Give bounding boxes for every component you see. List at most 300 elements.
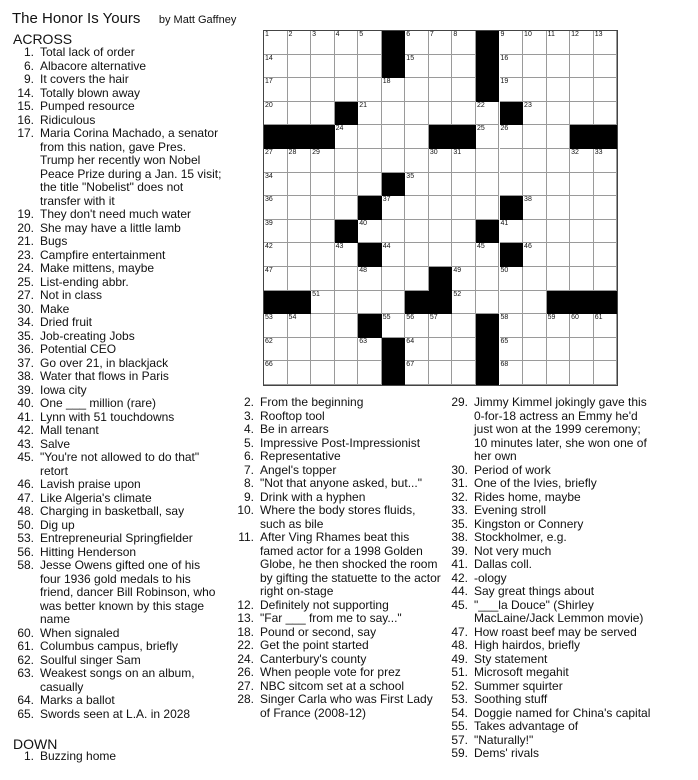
grid-cell-r5-c7[interactable] bbox=[429, 149, 453, 173]
grid-cell-r0-c7[interactable] bbox=[429, 31, 453, 55]
down-clue-text: How roast beef may be served bbox=[474, 624, 637, 639]
grid-cell-r14-c10[interactable] bbox=[500, 361, 524, 385]
down-clue[interactable] bbox=[447, 585, 692, 599]
grid-cell-r11-c2[interactable] bbox=[311, 291, 335, 315]
down-clue[interactable] bbox=[447, 572, 692, 586]
grid-cell-r8-c7[interactable] bbox=[429, 220, 453, 244]
down-clue-number: 53. bbox=[451, 692, 468, 706]
grid-cell-r3-c8[interactable] bbox=[452, 102, 476, 126]
across-clue[interactable] bbox=[13, 222, 258, 236]
grid-cell-r5-c5[interactable] bbox=[382, 149, 406, 173]
down-clue[interactable] bbox=[447, 707, 692, 721]
grid-cell-r1-c14[interactable] bbox=[594, 55, 618, 79]
down-clue[interactable] bbox=[447, 693, 692, 707]
grid-cell-r3-c1[interactable] bbox=[288, 102, 312, 126]
down-clue[interactable] bbox=[447, 491, 692, 505]
grid-cell-r13-c1[interactable] bbox=[288, 338, 312, 362]
down-clue[interactable] bbox=[233, 653, 451, 667]
across-clue[interactable] bbox=[13, 249, 258, 263]
grid-cell-r10-c13[interactable] bbox=[570, 267, 594, 291]
across-clue[interactable] bbox=[13, 330, 258, 344]
grid-cell-r0-c2[interactable] bbox=[311, 31, 335, 55]
grid-cell-r9-c8[interactable] bbox=[452, 243, 476, 267]
across-clue[interactable] bbox=[13, 451, 258, 478]
across-clue[interactable] bbox=[13, 546, 258, 560]
down-clue[interactable] bbox=[447, 599, 692, 626]
grid-cell-r9-c5[interactable] bbox=[382, 243, 406, 267]
grid-cell-r13-c3[interactable] bbox=[335, 338, 359, 362]
grid-cell-r5-c11[interactable] bbox=[523, 149, 547, 173]
grid-cell-r2-c4[interactable] bbox=[358, 78, 382, 102]
grid-cell-r14-c11[interactable] bbox=[523, 361, 547, 385]
grid-cell-r4-c3[interactable] bbox=[335, 125, 359, 149]
grid-cell-r3-c9[interactable] bbox=[476, 102, 500, 126]
grid-cell-r4-c9[interactable] bbox=[476, 125, 500, 149]
across-clue[interactable] bbox=[13, 624, 258, 641]
grid-cell-r6-c9[interactable] bbox=[476, 173, 500, 197]
across-clue-text: Make bbox=[40, 301, 70, 316]
across-clue[interactable] bbox=[13, 408, 258, 425]
grid-cell-r10-c3[interactable] bbox=[335, 267, 359, 291]
down-clue[interactable] bbox=[233, 423, 451, 437]
grid-cell-r10-c2[interactable] bbox=[311, 267, 335, 291]
grid-cell-r1-c13[interactable] bbox=[570, 55, 594, 79]
grid-cell-r11-c11[interactable] bbox=[523, 291, 547, 315]
grid-clue-number: 50 bbox=[500, 267, 509, 274]
across-clue[interactable] bbox=[13, 303, 258, 317]
grid-cell-r11-c9[interactable] bbox=[476, 291, 500, 315]
grid-cell-r2-c10[interactable] bbox=[500, 78, 524, 102]
across-clue[interactable] bbox=[13, 424, 258, 438]
grid-cell-r0-c3[interactable] bbox=[335, 31, 359, 55]
down-clue[interactable] bbox=[233, 626, 451, 640]
across-clue[interactable] bbox=[13, 343, 258, 357]
across-clue[interactable] bbox=[13, 559, 258, 627]
across-clue-text: It covers the hair bbox=[40, 72, 129, 86]
grid-cell-r6-c8[interactable] bbox=[452, 173, 476, 197]
grid-cell-r3-c7[interactable] bbox=[429, 102, 453, 126]
grid-cell-r0-c8[interactable] bbox=[452, 31, 476, 55]
grid-cell-r9-c12[interactable] bbox=[547, 243, 571, 267]
grid-cell-r8-c12[interactable] bbox=[547, 220, 571, 244]
grid-cell-r11-c5[interactable] bbox=[382, 291, 406, 315]
grid-cell-r11-c8[interactable] bbox=[452, 291, 476, 315]
grid-cell-r0-c6[interactable] bbox=[405, 31, 429, 55]
grid-block-r7-c4 bbox=[358, 196, 382, 220]
grid-cell-r2-c13[interactable] bbox=[570, 78, 594, 102]
grid-cell-r14-c4[interactable] bbox=[358, 361, 382, 385]
down-clue-number: 27. bbox=[237, 678, 254, 693]
across-clue[interactable] bbox=[13, 208, 258, 222]
grid-cell-r12-c6[interactable] bbox=[405, 314, 429, 338]
grid-cell-r5-c8[interactable] bbox=[452, 149, 476, 173]
across-clue-number: 61. bbox=[17, 639, 34, 653]
across-clue[interactable] bbox=[13, 532, 258, 546]
down-clue[interactable] bbox=[447, 666, 692, 680]
grid-cell-r8-c8[interactable] bbox=[452, 220, 476, 244]
grid-cell-r10-c14[interactable] bbox=[594, 267, 618, 291]
across-clue-text: Lavish praise upon bbox=[40, 477, 141, 491]
grid-cell-r14-c14[interactable] bbox=[594, 361, 618, 385]
grid-cell-r6-c4[interactable] bbox=[358, 173, 382, 197]
grid-cell-r0-c13[interactable] bbox=[570, 31, 594, 55]
grid-cell-r6-c14[interactable] bbox=[594, 173, 618, 197]
grid-cell-r5-c4[interactable] bbox=[358, 149, 382, 173]
down-clue[interactable] bbox=[447, 680, 692, 694]
grid-cell-r7-c0[interactable] bbox=[264, 196, 288, 220]
down-clue[interactable] bbox=[447, 396, 692, 464]
grid-cell-r2-c12[interactable] bbox=[547, 78, 571, 102]
grid-cell-r1-c0[interactable] bbox=[264, 55, 288, 79]
across-clue[interactable] bbox=[13, 435, 258, 452]
down-clue[interactable] bbox=[447, 734, 692, 748]
down-clue-number: 54. bbox=[451, 705, 468, 720]
grid-cell-r8-c5[interactable] bbox=[382, 220, 406, 244]
grid-cell-r13-c0[interactable] bbox=[264, 338, 288, 362]
grid-cell-r1-c7[interactable] bbox=[429, 55, 453, 79]
grid-cell-r10-c8[interactable] bbox=[452, 267, 476, 291]
grid-cell-r6-c12[interactable] bbox=[547, 173, 571, 197]
grid-cell-r8-c14[interactable] bbox=[594, 220, 618, 244]
grid-cell-r7-c1[interactable] bbox=[288, 196, 312, 220]
grid-cell-r0-c1[interactable] bbox=[288, 31, 312, 55]
grid-cell-r3-c4[interactable] bbox=[358, 102, 382, 126]
grid-cell-r5-c1[interactable] bbox=[288, 149, 312, 173]
grid-cell-r2-c1[interactable] bbox=[288, 78, 312, 102]
down-clue[interactable] bbox=[233, 680, 451, 694]
grid-cell-r7-c7[interactable] bbox=[429, 196, 453, 220]
grid-cell-r4-c5[interactable] bbox=[382, 125, 406, 149]
grid-cell-r6-c11[interactable] bbox=[523, 173, 547, 197]
down-clue[interactable] bbox=[233, 477, 451, 491]
grid-cell-r12-c10[interactable] bbox=[500, 314, 524, 338]
grid-cell-r14-c7[interactable] bbox=[429, 361, 453, 385]
down-clue-number: 38. bbox=[451, 530, 468, 544]
grid-cell-r1-c1[interactable] bbox=[288, 55, 312, 79]
down-clue[interactable] bbox=[233, 639, 451, 653]
grid-cell-r13-c4[interactable] bbox=[358, 338, 382, 362]
grid-cell-r3-c13[interactable] bbox=[570, 102, 594, 126]
grid-cell-r8-c1[interactable] bbox=[288, 220, 312, 244]
grid-cell-r4-c6[interactable] bbox=[405, 125, 429, 149]
grid-cell-r8-c6[interactable] bbox=[405, 220, 429, 244]
grid-cell-r4-c4[interactable] bbox=[358, 125, 382, 149]
grid-cell-r0-c10[interactable] bbox=[500, 31, 524, 55]
across-clue[interactable] bbox=[13, 397, 258, 411]
grid-cell-r6-c0[interactable] bbox=[264, 173, 288, 197]
grid-cell-r7-c9[interactable] bbox=[476, 196, 500, 220]
grid-cell-r0-c4[interactable] bbox=[358, 31, 382, 55]
grid-cell-r8-c2[interactable] bbox=[311, 220, 335, 244]
grid-cell-r7-c5[interactable] bbox=[382, 196, 406, 220]
grid-cell-r11-c4[interactable] bbox=[358, 291, 382, 315]
grid-cell-r2-c6[interactable] bbox=[405, 78, 429, 102]
grid-cell-r13-c7[interactable] bbox=[429, 338, 453, 362]
grid-cell-r12-c7[interactable] bbox=[429, 314, 453, 338]
grid-cell-r7-c2[interactable] bbox=[311, 196, 335, 220]
grid-cell-r14-c3[interactable] bbox=[335, 361, 359, 385]
across-clue-number: 48. bbox=[17, 504, 34, 518]
down-clue[interactable] bbox=[447, 558, 692, 572]
down-clue[interactable] bbox=[233, 410, 451, 424]
across-clue[interactable] bbox=[13, 478, 258, 492]
down-clue[interactable] bbox=[233, 666, 451, 680]
across-clue[interactable] bbox=[13, 370, 258, 384]
grid-cell-r6-c13[interactable] bbox=[570, 173, 594, 197]
down-clue-text: Rooftop tool bbox=[260, 408, 325, 423]
grid-cell-r12-c13[interactable] bbox=[570, 314, 594, 338]
grid-cell-r6-c1[interactable] bbox=[288, 173, 312, 197]
grid-cell-r2-c11[interactable] bbox=[523, 78, 547, 102]
grid-cell-r10-c10[interactable] bbox=[500, 267, 524, 291]
grid-cell-r9-c7[interactable] bbox=[429, 243, 453, 267]
grid-cell-r7-c12[interactable] bbox=[547, 196, 571, 220]
grid-cell-r10-c11[interactable] bbox=[523, 267, 547, 291]
grid-cell-r7-c13[interactable] bbox=[570, 196, 594, 220]
grid-cell-r5-c13[interactable] bbox=[570, 149, 594, 173]
grid-cell-r9-c0[interactable] bbox=[264, 243, 288, 267]
down-clue[interactable] bbox=[233, 450, 451, 464]
down-clue[interactable] bbox=[233, 491, 451, 505]
grid-block-r4-c13 bbox=[570, 125, 594, 149]
grid-cell-r5-c6[interactable] bbox=[405, 149, 429, 173]
grid-cell-r4-c12[interactable] bbox=[547, 125, 571, 149]
grid-cell-r14-c6[interactable] bbox=[405, 361, 429, 385]
grid-clue-number: 3 bbox=[312, 31, 316, 38]
puzzle-title: The Honor Is Yours bbox=[12, 10, 141, 27]
grid-cell-r9-c2[interactable] bbox=[311, 243, 335, 267]
down-clue[interactable] bbox=[233, 437, 451, 451]
across-clue-number: 27. bbox=[17, 288, 34, 302]
across-clue-number: 1. bbox=[23, 45, 34, 59]
grid-cell-r8-c13[interactable] bbox=[570, 220, 594, 244]
grid-cell-r5-c9[interactable] bbox=[476, 149, 500, 173]
across-clue[interactable] bbox=[13, 519, 258, 533]
grid-cell-r10-c5[interactable] bbox=[382, 267, 406, 291]
down-clue[interactable] bbox=[447, 477, 692, 491]
across-clue-text: Total lack of order bbox=[40, 45, 135, 59]
grid-cell-r6-c6[interactable] bbox=[405, 173, 429, 197]
grid-cell-r4-c11[interactable] bbox=[523, 125, 547, 149]
down-clue[interactable] bbox=[447, 747, 692, 761]
grid-cell-r1-c11[interactable] bbox=[523, 55, 547, 79]
down-clue-text: "Far ___ from me to say..." bbox=[260, 611, 402, 625]
down-clue[interactable] bbox=[447, 626, 692, 640]
across-clue[interactable] bbox=[13, 667, 258, 694]
grid-cell-r1-c10[interactable] bbox=[500, 55, 524, 79]
down-clue[interactable] bbox=[233, 396, 451, 410]
grid-cell-r10-c0[interactable] bbox=[264, 267, 288, 291]
grid-cell-r12-c12[interactable] bbox=[547, 314, 571, 338]
grid-cell-r1-c6[interactable] bbox=[405, 55, 429, 79]
across-clue[interactable] bbox=[13, 384, 258, 398]
grid-cell-r12-c5[interactable] bbox=[382, 314, 406, 338]
grid-cell-r12-c2[interactable] bbox=[311, 314, 335, 338]
grid-cell-r12-c3[interactable] bbox=[335, 314, 359, 338]
grid-cell-r8-c11[interactable] bbox=[523, 220, 547, 244]
grid-clue-number: 63 bbox=[359, 337, 367, 345]
grid-cell-r4-c10[interactable] bbox=[500, 125, 524, 149]
grid-cell-r0-c0[interactable] bbox=[264, 31, 288, 55]
grid-cell-r8-c0[interactable] bbox=[264, 220, 288, 244]
grid-clue-number: 49 bbox=[453, 267, 462, 274]
down-clue-number: 9. bbox=[243, 489, 254, 504]
across-clue-number: 62. bbox=[17, 652, 34, 667]
grid-cell-r14-c2[interactable] bbox=[311, 361, 335, 385]
grid-cell-r14-c12[interactable] bbox=[547, 361, 571, 385]
grid-cell-r12-c14[interactable] bbox=[594, 314, 618, 338]
grid-cell-r13-c2[interactable] bbox=[311, 338, 335, 362]
across-clue-text: Job-creating Jobs bbox=[40, 328, 135, 343]
grid-cell-r1-c12[interactable] bbox=[547, 55, 571, 79]
grid-cell-r9-c13[interactable] bbox=[570, 243, 594, 267]
grid-cell-r7-c3[interactable] bbox=[335, 196, 359, 220]
down-clue[interactable] bbox=[233, 464, 451, 478]
across-clue[interactable] bbox=[13, 73, 258, 87]
across-clue[interactable] bbox=[13, 694, 258, 708]
grid-cell-r3-c14[interactable] bbox=[594, 102, 618, 126]
grid-cell-r12-c8[interactable] bbox=[452, 314, 476, 338]
grid-cell-r7-c6[interactable] bbox=[405, 196, 429, 220]
across-clue[interactable] bbox=[13, 276, 258, 290]
grid-cell-r10-c4[interactable] bbox=[358, 267, 382, 291]
across-clue[interactable] bbox=[13, 316, 258, 330]
grid-cell-r6-c7[interactable] bbox=[429, 173, 453, 197]
down-clue[interactable] bbox=[233, 612, 451, 626]
grid-cell-r2-c0[interactable] bbox=[264, 78, 288, 102]
grid-cell-r3-c6[interactable] bbox=[405, 102, 429, 126]
down-clue-text: Drink with a hyphen bbox=[260, 489, 366, 504]
grid-cell-r9-c11[interactable] bbox=[523, 243, 547, 267]
grid-cell-r0-c12[interactable] bbox=[547, 31, 571, 55]
grid-cell-r13-c6[interactable] bbox=[405, 338, 429, 362]
grid-cell-r1-c8[interactable] bbox=[452, 55, 476, 79]
grid-cell-r5-c12[interactable] bbox=[547, 149, 571, 173]
across-clue[interactable] bbox=[13, 651, 258, 668]
down-clue-number: 7. bbox=[243, 462, 254, 477]
grid-cell-r2-c14[interactable] bbox=[594, 78, 618, 102]
across-clue[interactable] bbox=[13, 640, 258, 654]
grid-cell-r5-c14[interactable] bbox=[594, 149, 618, 173]
grid-cell-r7-c14[interactable] bbox=[594, 196, 618, 220]
grid-cell-r5-c3[interactable] bbox=[335, 149, 359, 173]
across-heading: ACROSS bbox=[13, 31, 73, 47]
down-clue[interactable] bbox=[447, 639, 692, 653]
across-clue[interactable] bbox=[13, 708, 258, 722]
grid-cell-r13-c13[interactable] bbox=[570, 338, 594, 362]
across-clue[interactable] bbox=[13, 262, 258, 276]
down-clue[interactable] bbox=[447, 504, 692, 518]
down-clue[interactable] bbox=[447, 653, 692, 667]
grid-cell-r12-c0[interactable] bbox=[264, 314, 288, 338]
grid-cell-r3-c12[interactable] bbox=[547, 102, 571, 126]
grid-cell-r7-c11[interactable] bbox=[523, 196, 547, 220]
across-clue[interactable] bbox=[13, 87, 258, 101]
grid-cell-r2-c7[interactable] bbox=[429, 78, 453, 102]
grid-cell-r6-c2[interactable] bbox=[311, 173, 335, 197]
grid-cell-r2-c5[interactable] bbox=[382, 78, 406, 102]
grid-cell-r13-c8[interactable] bbox=[452, 338, 476, 362]
grid-cell-r1-c4[interactable] bbox=[358, 55, 382, 79]
grid-cell-r1-c2[interactable] bbox=[311, 55, 335, 79]
grid-cell-r11-c3[interactable] bbox=[335, 291, 359, 315]
grid-cell-r0-c14[interactable] bbox=[594, 31, 618, 55]
grid-cell-r13-c11[interactable] bbox=[523, 338, 547, 362]
grid-cell-r8-c4[interactable] bbox=[358, 220, 382, 244]
across-clue[interactable] bbox=[13, 505, 258, 519]
grid-cell-r9-c6[interactable] bbox=[405, 243, 429, 267]
across-clue[interactable] bbox=[13, 46, 258, 60]
grid-cell-r14-c0[interactable] bbox=[264, 361, 288, 385]
grid-cell-r0-c11[interactable] bbox=[523, 31, 547, 55]
grid-cell-r3-c5[interactable] bbox=[382, 102, 406, 126]
grid-cell-r12-c1[interactable] bbox=[288, 314, 312, 338]
grid-cell-r7-c8[interactable] bbox=[452, 196, 476, 220]
across-clue[interactable] bbox=[13, 127, 258, 208]
across-clue[interactable] bbox=[13, 357, 258, 371]
grid-cell-r2-c2[interactable] bbox=[311, 78, 335, 102]
down-clue[interactable] bbox=[447, 464, 692, 478]
down-clue-number: 41. bbox=[451, 557, 468, 571]
grid-cell-r6-c3[interactable] bbox=[335, 173, 359, 197]
grid-cell-r14-c8[interactable] bbox=[452, 361, 476, 385]
grid-cell-r3-c11[interactable] bbox=[523, 102, 547, 126]
grid-cell-r10-c1[interactable] bbox=[288, 267, 312, 291]
grid-cell-r8-c10[interactable] bbox=[500, 220, 524, 244]
grid-cell-r13-c14[interactable] bbox=[594, 338, 618, 362]
grid-cell-r5-c10[interactable] bbox=[500, 149, 524, 173]
grid-cell-r1-c3[interactable] bbox=[335, 55, 359, 79]
grid-cell-r9-c9[interactable] bbox=[476, 243, 500, 267]
down-clue[interactable] bbox=[233, 693, 451, 720]
grid-cell-r2-c3[interactable] bbox=[335, 78, 359, 102]
grid-cell-r14-c1[interactable] bbox=[288, 361, 312, 385]
across-clue[interactable] bbox=[13, 114, 258, 128]
grid-cell-r14-c13[interactable] bbox=[570, 361, 594, 385]
grid-cell-r10-c6[interactable] bbox=[405, 267, 429, 291]
across-clue[interactable] bbox=[13, 60, 258, 74]
across-clue[interactable] bbox=[13, 235, 258, 249]
across-clue[interactable] bbox=[13, 100, 258, 114]
grid-cell-r13-c12[interactable] bbox=[547, 338, 571, 362]
across-clue[interactable] bbox=[13, 489, 258, 506]
down-clue[interactable] bbox=[13, 750, 258, 764]
grid-cell-r6-c10[interactable] bbox=[500, 173, 524, 197]
down-clue[interactable] bbox=[447, 545, 692, 559]
down-clue[interactable] bbox=[447, 518, 692, 532]
grid-cell-r9-c14[interactable] bbox=[594, 243, 618, 267]
grid-cell-r12-c11[interactable] bbox=[523, 314, 547, 338]
grid-cell-r9-c3[interactable] bbox=[335, 243, 359, 267]
grid-cell-r10-c12[interactable] bbox=[547, 267, 571, 291]
down-clue[interactable] bbox=[233, 504, 451, 531]
down-clue[interactable] bbox=[233, 599, 451, 613]
grid-cell-r11-c10[interactable] bbox=[500, 291, 524, 315]
grid-cell-r5-c2[interactable] bbox=[311, 149, 335, 173]
grid-block-r3-c3 bbox=[335, 102, 359, 126]
grid-cell-r10-c9[interactable] bbox=[476, 267, 500, 291]
grid-cell-r3-c2[interactable] bbox=[311, 102, 335, 126]
down-clue[interactable] bbox=[447, 720, 692, 734]
grid-cell-r9-c1[interactable] bbox=[288, 243, 312, 267]
grid-cell-r13-c10[interactable] bbox=[500, 338, 524, 362]
down-clue[interactable] bbox=[233, 531, 451, 599]
grid-cell-r2-c8[interactable] bbox=[452, 78, 476, 102]
down-clue[interactable] bbox=[447, 531, 692, 545]
across-clue[interactable] bbox=[13, 289, 258, 303]
grid-cell-r5-c0[interactable] bbox=[264, 149, 288, 173]
grid-cell-r3-c0[interactable] bbox=[264, 102, 288, 126]
